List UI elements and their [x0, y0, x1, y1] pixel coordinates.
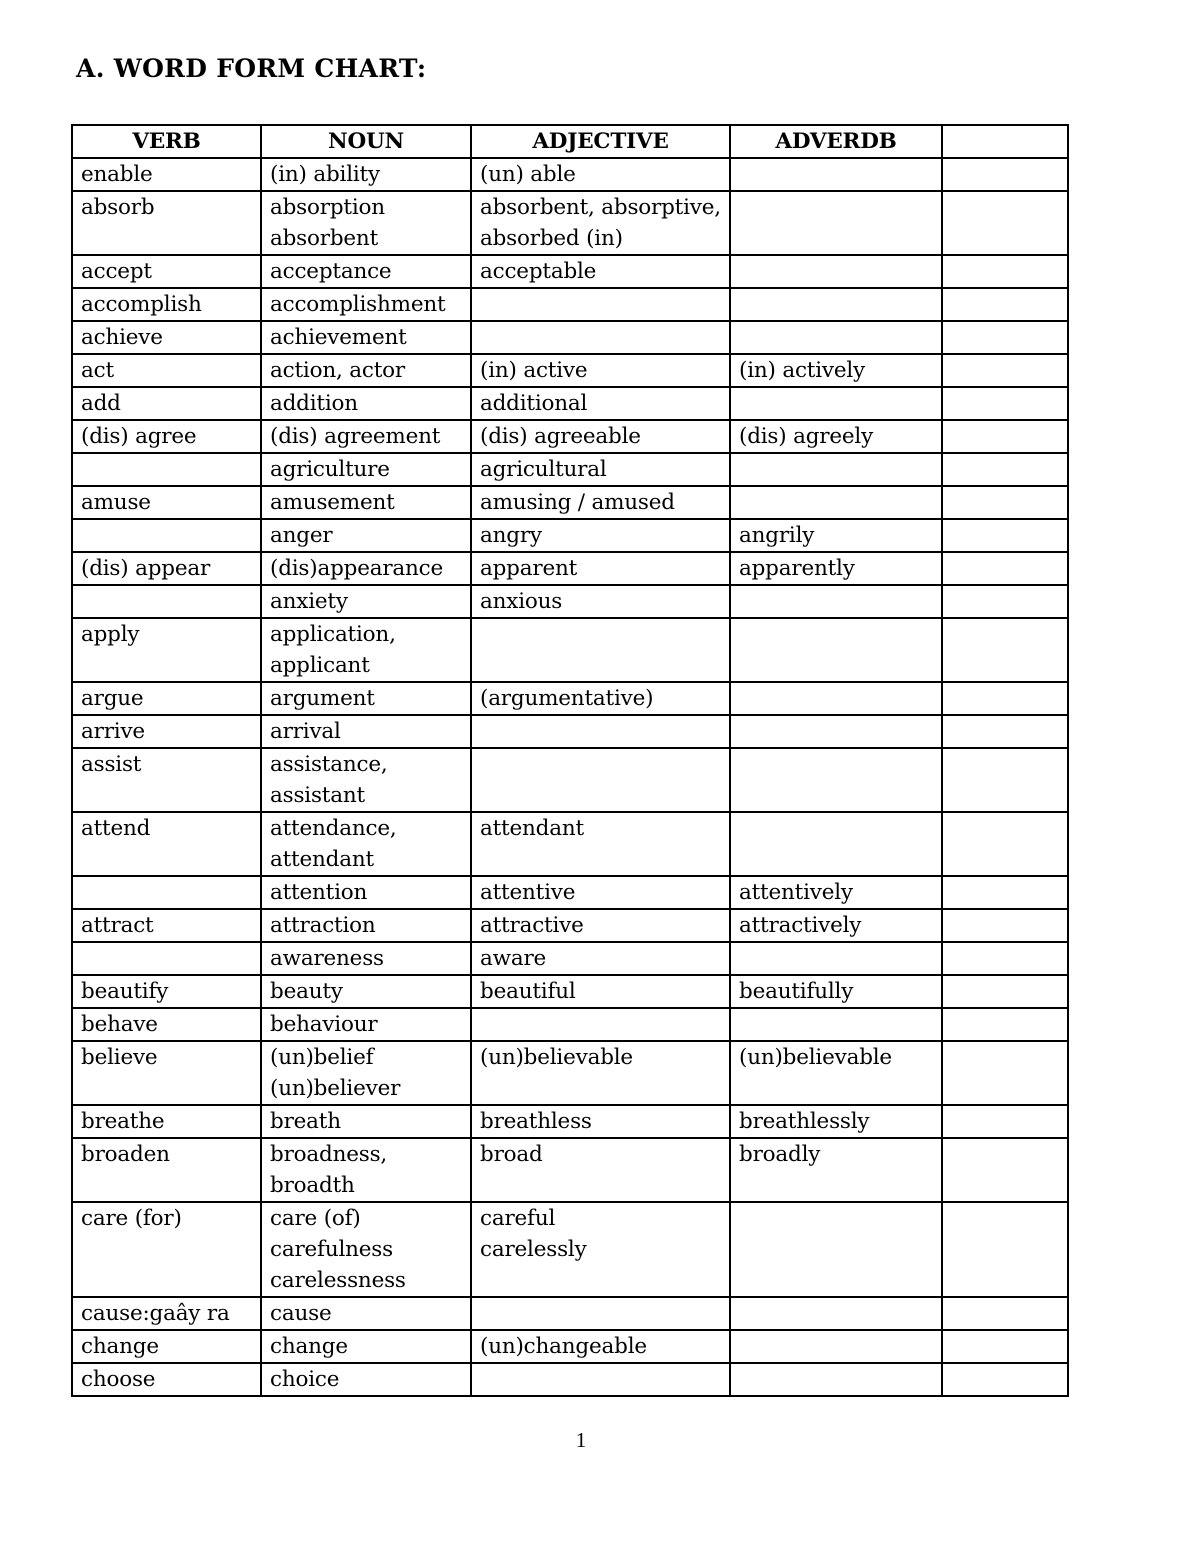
table-row	[72, 682, 1068, 715]
cell-noun	[261, 453, 471, 486]
cell-adverb	[730, 420, 942, 453]
cell-text: accomplishment	[270, 292, 446, 317]
table-row	[72, 191, 1068, 255]
cell-verb	[72, 812, 261, 876]
cell-noun	[261, 288, 471, 321]
cell-noun	[261, 812, 471, 876]
cell-noun	[261, 1105, 471, 1138]
cell-extra	[942, 876, 1068, 909]
cell-text: attract	[81, 913, 154, 938]
cell-adverb	[730, 1330, 942, 1363]
cell-text: absorb	[81, 195, 155, 220]
cell-adjective	[471, 876, 730, 909]
cell-noun	[261, 191, 471, 255]
cell-text: attendant	[270, 847, 374, 872]
cell-noun	[261, 876, 471, 909]
cell-adjective	[471, 158, 730, 191]
table-row	[72, 387, 1068, 420]
cell-verb	[72, 288, 261, 321]
cell-noun	[261, 585, 471, 618]
cell-adverb	[730, 486, 942, 519]
cell-text: broad	[480, 1142, 543, 1167]
cell-adjective	[471, 975, 730, 1008]
cell-text: argument	[270, 686, 375, 711]
cell-adjective	[471, 453, 730, 486]
cell-text: apparently	[739, 556, 855, 581]
cell-text: act	[81, 358, 114, 383]
cell-text: carelessly	[480, 1237, 587, 1262]
cell-verb	[72, 1297, 261, 1330]
header-adverb: ADVERDB	[730, 125, 942, 158]
cell-text: carelessness	[270, 1268, 406, 1293]
cell-adjective	[471, 1330, 730, 1363]
page-number: 1	[575, 1428, 587, 1452]
cell-adjective	[471, 1202, 730, 1297]
cell-noun	[261, 1041, 471, 1105]
cell-text: attentive	[480, 880, 576, 905]
cell-text: awareness	[270, 946, 384, 971]
cell-extra	[942, 1202, 1068, 1297]
cell-extra	[942, 585, 1068, 618]
cell-text: anxious	[480, 589, 563, 614]
cell-verb	[72, 942, 261, 975]
cell-extra	[942, 552, 1068, 585]
cell-text: arrival	[270, 719, 341, 744]
cell-adjective	[471, 618, 730, 682]
cell-extra	[942, 682, 1068, 715]
cell-noun	[261, 354, 471, 387]
cell-extra	[942, 288, 1068, 321]
cell-text: broadly	[739, 1142, 821, 1167]
cell-adverb	[730, 1105, 942, 1138]
cell-verb	[72, 552, 261, 585]
cell-verb	[72, 453, 261, 486]
cell-adjective	[471, 909, 730, 942]
cell-adjective	[471, 321, 730, 354]
table-row	[72, 158, 1068, 191]
cell-text: broadth	[270, 1173, 355, 1198]
cell-noun	[261, 552, 471, 585]
cell-adverb	[730, 748, 942, 812]
cell-adverb	[730, 876, 942, 909]
cell-verb	[72, 585, 261, 618]
cell-verb	[72, 909, 261, 942]
table-row	[72, 519, 1068, 552]
cell-adjective	[471, 1008, 730, 1041]
cell-text: amuse	[81, 490, 151, 515]
cell-adverb	[730, 354, 942, 387]
cell-extra	[942, 420, 1068, 453]
table-row	[72, 1008, 1068, 1041]
table-row	[72, 812, 1068, 876]
table-row	[72, 876, 1068, 909]
cell-text: aware	[480, 946, 547, 971]
cell-adjective	[471, 1297, 730, 1330]
cell-text: apparent	[480, 556, 578, 581]
cell-extra	[942, 387, 1068, 420]
cell-verb	[72, 682, 261, 715]
cell-text: (dis)appearance	[270, 556, 444, 581]
cell-text: attend	[81, 816, 151, 841]
cell-text: (in) ability	[270, 162, 380, 187]
cell-adverb	[730, 1041, 942, 1105]
cell-adverb	[730, 255, 942, 288]
table-row	[72, 420, 1068, 453]
cell-text: (dis) agreeable	[480, 424, 641, 449]
cell-text: (in) actively	[739, 358, 866, 383]
cell-extra	[942, 453, 1068, 486]
cell-extra	[942, 1297, 1068, 1330]
cell-adverb	[730, 321, 942, 354]
cell-adverb	[730, 552, 942, 585]
header-blank	[942, 125, 1068, 158]
cell-text: attractively	[739, 913, 862, 938]
cell-extra	[942, 321, 1068, 354]
cell-adverb	[730, 909, 942, 942]
cell-verb	[72, 354, 261, 387]
cell-extra	[942, 618, 1068, 682]
cell-text: angrily	[739, 523, 815, 548]
cell-adverb	[730, 1202, 942, 1297]
cell-text: (un)believable	[480, 1045, 633, 1070]
cell-extra	[942, 158, 1068, 191]
header-verb: VERB	[72, 125, 261, 158]
cell-text: assist	[81, 752, 142, 777]
cell-text: attention	[270, 880, 368, 905]
cell-noun	[261, 1363, 471, 1396]
cell-verb	[72, 618, 261, 682]
cell-text: (dis) agreement	[270, 424, 441, 449]
cell-adverb	[730, 1363, 942, 1396]
cell-text: (dis) agree	[81, 424, 197, 449]
table-row	[72, 585, 1068, 618]
cell-extra	[942, 1105, 1068, 1138]
cell-adverb	[730, 585, 942, 618]
cell-adjective	[471, 1105, 730, 1138]
cell-text: arrive	[81, 719, 145, 744]
cell-text: achieve	[81, 325, 163, 350]
cell-text: (argumentative)	[480, 686, 654, 711]
table-row	[72, 255, 1068, 288]
cell-text: (un)believable	[739, 1045, 892, 1070]
cell-text: accept	[81, 259, 152, 284]
cell-adjective	[471, 715, 730, 748]
cell-text: cause:gaây ra	[81, 1301, 230, 1326]
cell-text: breathe	[81, 1109, 165, 1134]
table-row	[72, 748, 1068, 812]
cell-text: attendance,	[270, 816, 397, 841]
cell-adverb	[730, 975, 942, 1008]
cell-verb	[72, 1105, 261, 1138]
cell-noun	[261, 321, 471, 354]
table-row	[72, 1330, 1068, 1363]
cell-adverb	[730, 191, 942, 255]
cell-adjective	[471, 942, 730, 975]
cell-text: (dis) appear	[81, 556, 211, 581]
cell-text: absorption	[270, 195, 385, 220]
cell-adverb	[730, 812, 942, 876]
cell-text: acceptance	[270, 259, 392, 284]
cell-adjective	[471, 585, 730, 618]
cell-extra	[942, 942, 1068, 975]
cell-adverb	[730, 1008, 942, 1041]
cell-text: breathlessly	[739, 1109, 870, 1134]
cell-text: anxiety	[270, 589, 348, 614]
table-row	[72, 453, 1068, 486]
cell-extra	[942, 1363, 1068, 1396]
cell-adjective	[471, 748, 730, 812]
cell-extra	[942, 909, 1068, 942]
header-noun: NOUN	[261, 125, 471, 158]
cell-adjective	[471, 255, 730, 288]
cell-text: beautify	[81, 979, 169, 1004]
cell-verb	[72, 191, 261, 255]
cell-verb	[72, 486, 261, 519]
cell-text: agriculture	[270, 457, 390, 482]
cell-text: beautiful	[480, 979, 576, 1004]
cell-verb	[72, 1202, 261, 1297]
cell-verb	[72, 1008, 261, 1041]
cell-noun	[261, 682, 471, 715]
cell-verb	[72, 748, 261, 812]
cell-adverb	[730, 942, 942, 975]
cell-text: (in) active	[480, 358, 588, 383]
cell-text: broaden	[81, 1142, 170, 1167]
cell-noun	[261, 1297, 471, 1330]
cell-verb	[72, 876, 261, 909]
cell-extra	[942, 1008, 1068, 1041]
cell-adjective	[471, 519, 730, 552]
cell-adjective	[471, 1363, 730, 1396]
cell-text: (un)belief	[270, 1045, 374, 1070]
header-adjective: ADJECTIVE	[471, 125, 730, 158]
cell-extra	[942, 1330, 1068, 1363]
cell-text: additional	[480, 391, 588, 416]
cell-noun	[261, 975, 471, 1008]
table-row	[72, 321, 1068, 354]
cell-extra	[942, 255, 1068, 288]
table-row	[72, 552, 1068, 585]
table-row	[72, 1138, 1068, 1202]
cell-noun	[261, 618, 471, 682]
cell-adjective	[471, 420, 730, 453]
table-row	[72, 1105, 1068, 1138]
cell-verb	[72, 158, 261, 191]
cell-text: behaviour	[270, 1012, 378, 1037]
cell-text: application,	[270, 622, 396, 647]
table-row	[72, 618, 1068, 682]
cell-text: add	[81, 391, 121, 416]
cell-extra	[942, 748, 1068, 812]
cell-extra	[942, 715, 1068, 748]
table-row	[72, 1297, 1068, 1330]
cell-text: addition	[270, 391, 358, 416]
table-row	[72, 486, 1068, 519]
cell-adverb	[730, 288, 942, 321]
cell-verb	[72, 255, 261, 288]
cell-noun	[261, 420, 471, 453]
cell-noun	[261, 519, 471, 552]
cell-noun	[261, 909, 471, 942]
cell-text: believe	[81, 1045, 158, 1070]
cell-adjective	[471, 486, 730, 519]
cell-text: achievement	[270, 325, 407, 350]
cell-text: absorbent, absorptive,	[480, 195, 721, 220]
cell-adjective	[471, 1041, 730, 1105]
cell-extra	[942, 354, 1068, 387]
cell-adverb	[730, 1297, 942, 1330]
cell-verb	[72, 420, 261, 453]
cell-text: acceptable	[480, 259, 597, 284]
cell-text: broadness,	[270, 1142, 388, 1167]
page-title: A. WORD FORM CHART:	[76, 54, 427, 83]
table-body	[72, 158, 1068, 1396]
cell-noun	[261, 387, 471, 420]
cell-text: amusement	[270, 490, 395, 515]
cell-noun	[261, 715, 471, 748]
cell-adverb	[730, 453, 942, 486]
cell-text: attractive	[480, 913, 584, 938]
cell-text: accomplish	[81, 292, 202, 317]
table-row	[72, 909, 1068, 942]
cell-adjective	[471, 387, 730, 420]
cell-verb	[72, 321, 261, 354]
cell-noun	[261, 255, 471, 288]
cell-adverb	[730, 682, 942, 715]
cell-noun	[261, 1202, 471, 1297]
table-row	[72, 354, 1068, 387]
cell-verb	[72, 519, 261, 552]
cell-text: (dis) agreely	[739, 424, 874, 449]
cell-adverb	[730, 618, 942, 682]
cell-text: change	[270, 1334, 348, 1359]
cell-noun	[261, 1330, 471, 1363]
cell-extra	[942, 191, 1068, 255]
table-row	[72, 715, 1068, 748]
cell-adverb	[730, 715, 942, 748]
cell-text: amusing / amused	[480, 490, 675, 515]
cell-verb	[72, 1330, 261, 1363]
cell-text: argue	[81, 686, 144, 711]
cell-noun	[261, 942, 471, 975]
cell-adjective	[471, 354, 730, 387]
cell-text: attendant	[480, 816, 584, 841]
cell-text: assistant	[270, 783, 365, 808]
cell-text: absorbed (in)	[480, 226, 623, 251]
cell-adjective	[471, 191, 730, 255]
cell-text: beauty	[270, 979, 343, 1004]
cell-noun	[261, 748, 471, 812]
cell-adverb	[730, 387, 942, 420]
cell-text: care (for)	[81, 1206, 182, 1231]
cell-adverb	[730, 158, 942, 191]
cell-adjective	[471, 1138, 730, 1202]
cell-text: careful	[480, 1206, 556, 1231]
word-form-table	[71, 124, 1069, 1397]
table-header-row	[72, 125, 1068, 158]
cell-extra	[942, 1041, 1068, 1105]
cell-text: applicant	[270, 653, 370, 678]
table-row	[72, 975, 1068, 1008]
cell-text: choose	[81, 1367, 156, 1392]
cell-text: behave	[81, 1012, 158, 1037]
cell-noun	[261, 158, 471, 191]
cell-text: enable	[81, 162, 153, 187]
cell-adjective	[471, 682, 730, 715]
cell-text: apply	[81, 622, 140, 647]
cell-verb	[72, 1041, 261, 1105]
table-row	[72, 942, 1068, 975]
cell-text: (un)believer	[270, 1076, 401, 1101]
cell-text: carefulness	[270, 1237, 393, 1262]
cell-text: absorbent	[270, 226, 379, 251]
cell-adjective	[471, 812, 730, 876]
cell-verb	[72, 975, 261, 1008]
cell-noun	[261, 486, 471, 519]
cell-extra	[942, 1138, 1068, 1202]
cell-adjective	[471, 288, 730, 321]
cell-text: cause	[270, 1301, 332, 1326]
cell-text: angry	[480, 523, 542, 548]
cell-text: choice	[270, 1367, 340, 1392]
cell-text: (un) able	[480, 162, 576, 187]
cell-text: beautifully	[739, 979, 854, 1004]
cell-adverb	[730, 519, 942, 552]
cell-text: assistance,	[270, 752, 388, 777]
cell-verb	[72, 715, 261, 748]
cell-extra	[942, 486, 1068, 519]
cell-noun	[261, 1008, 471, 1041]
cell-adverb	[730, 1138, 942, 1202]
cell-extra	[942, 975, 1068, 1008]
cell-text: attentively	[739, 880, 853, 905]
cell-text: (un)changeable	[480, 1334, 647, 1359]
cell-text: attraction	[270, 913, 376, 938]
cell-text: action, actor	[270, 358, 405, 383]
cell-text: breathless	[480, 1109, 592, 1134]
table-row	[72, 1041, 1068, 1105]
cell-verb	[72, 1138, 261, 1202]
cell-extra	[942, 519, 1068, 552]
table-row	[72, 288, 1068, 321]
cell-text: change	[81, 1334, 159, 1359]
cell-text: breath	[270, 1109, 341, 1134]
cell-extra	[942, 812, 1068, 876]
cell-verb	[72, 387, 261, 420]
cell-text: agricultural	[480, 457, 607, 482]
cell-verb	[72, 1363, 261, 1396]
table-row	[72, 1363, 1068, 1396]
cell-adjective	[471, 552, 730, 585]
cell-text: care (of)	[270, 1206, 361, 1231]
cell-text: anger	[270, 523, 333, 548]
table-row	[72, 1202, 1068, 1297]
cell-noun	[261, 1138, 471, 1202]
